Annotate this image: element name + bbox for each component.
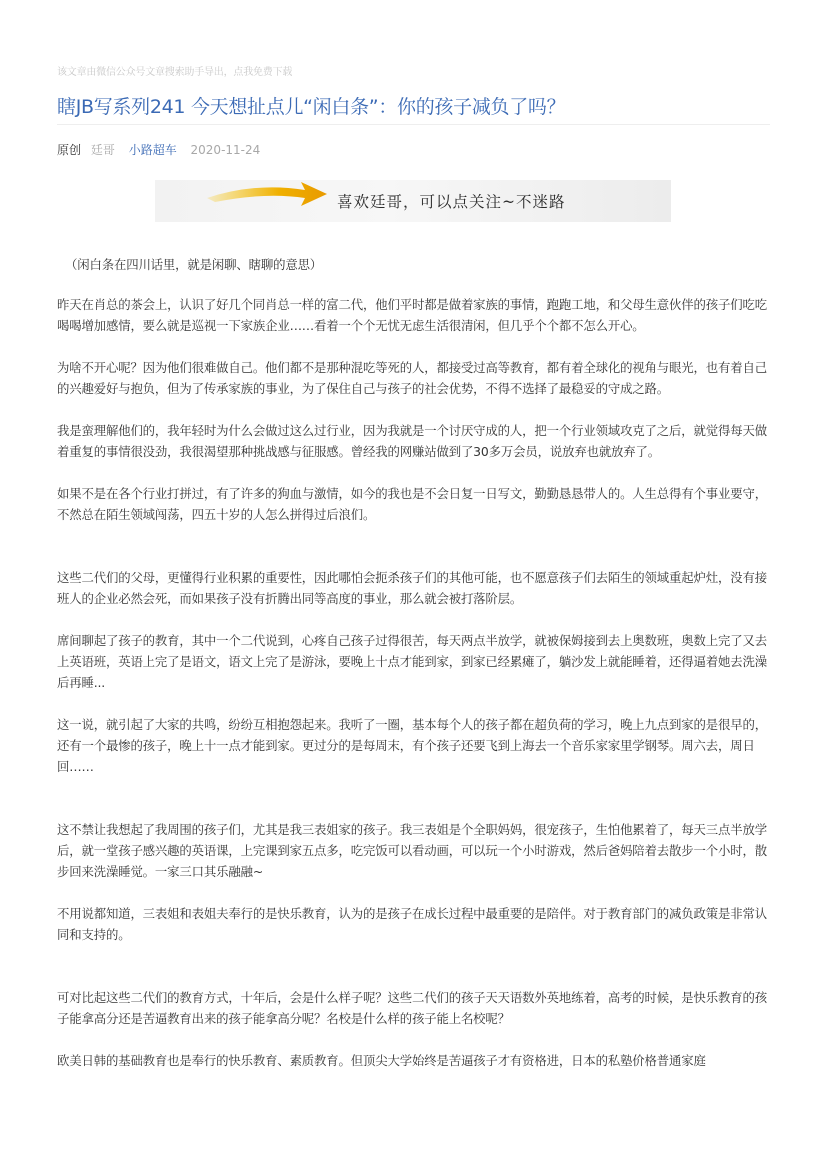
article-meta	[57, 141, 270, 158]
author-name: 廷哥	[90, 143, 115, 157]
paragraph: （闲白条在四川话里，就是闲聊、瞎聊的意思）	[65, 257, 323, 272]
paragraph: 这一说，就引起了大家的共鸣，纷纷互相抱怨起来。我听了一圈，基本每个人的孩子都在超负荷的学习，晚上九点到家的是很早的，还有一个最惨的孩子，晚上十一点才能到家。更过分的是每周末，有个孩子还要飞到上海去一个音乐家家里学钢琴。周六去，周日回……	[57, 717, 767, 774]
paragraph: 我是蛮理解他们的，我年轻时为什么会做过这么过行业，因为我就是一个讨厌守成的人，把一个行业领域攻克了之后，就觉得每天做着重复的事情很没劲，我很渴望那种挑战感与征服感。曾经我的网赚站做到了30多万会员，说放弃也就放弃了。	[57, 423, 767, 459]
paragraph: 不用说都知道，三表姐和表姐夫奉行的是快乐教育，认为的是孩子在成长过程中最重要的是陪伴。对于教育部门的减负政策是非常认同和支持的。	[57, 906, 767, 942]
paragraph: 可对比起这些二代们的教育方式，十年后，会是什么样子呢？这些二代们的孩子天天语数外英地练着，高考的时候，是快乐教育的孩子能拿高分还是苦逼教育出来的孩子能拿高分呢？名校是什么样的孩子能上名校呢？	[57, 990, 767, 1026]
article-body	[57, 254, 770, 1071]
publish-date: 2020-11-24	[190, 143, 261, 157]
paragraph: 这些二代们的父母，更懂得行业积累的重要性，因此哪怕会扼杀孩子们的其他可能，也不愿意孩子们去陌生的领域重起炉灶，没有接班人的企业必然会死，而如果孩子没有折腾出同等高度的事业，那么就会被打落阶层。	[57, 570, 767, 606]
paragraph: 欧美日韩的基础教育也是奉行的快乐教育、素质教育。但顶尖大学始终是苦逼孩子才有资格进，日本的私塾价格普通家庭	[57, 1053, 706, 1068]
banner-text: 喜欢廷哥，可以点关注~不迷路	[337, 193, 566, 211]
paragraph: 这不禁让我想起了我周围的孩子们，尤其是我三表姐家的孩子。我三表姐是个全职妈妈，很宠孩子，生怕他累着了，每天三点半放学后，就一堂孩子感兴趣的英语课，上完课到家五点多，吃完饭可以看动画，可以玩一个小时游戏，然后爸妈陪着去散步一个小时，散步回来洗澡睡觉。一家三口其乐融融~	[57, 822, 767, 879]
original-tag: 原创	[57, 143, 82, 157]
title-divider	[57, 124, 770, 125]
paragraph: 席间聊起了孩子的教育，其中一个二代说到，心疼自己孩子过得很苦，每天两点半放学，就被保姆接到去上奥数班，奥数上完了又去上英语班，英语上完了是语文，语文上完了是游泳，要晚上十点才能到家，到家已经累瘫了，躺沙发上就能睡着，还得逼着她去洗澡后再睡...	[57, 633, 767, 690]
account-link[interactable]: 小路超车	[128, 143, 177, 157]
paragraph: 为啥不开心呢？因为他们很难做自己。他们都不是那种混吃等死的人，都接受过高等教育，都有着全球化的视角与眼光，也有着自己的兴趣爱好与抱负，但为了传承家族的事业，为了保住自己与孩子的社会优势，不得不选择了最稳妥的守成之路。	[57, 360, 767, 396]
export-notice-link[interactable]: 该文章由微信公众号文章搜索助手导出，点我免费下载	[57, 67, 293, 78]
follow-banner	[155, 180, 671, 222]
paragraph: 如果不是在各个行业打拼过，有了许多的狗血与激情，如今的我也是不会日复一日写文，勤勤恳恳带人的。人生总得有个事业要守，不然总在陌生领域闯荡，四五十岁的人怎么拼得过后浪们。	[57, 486, 767, 522]
paragraph: 昨天在肖总的茶会上，认识了好几个同肖总一样的富二代，他们平时都是做着家族的事情，跑跑工地，和父母生意伙伴的孩子们吃吃喝喝增加感情，要么就是巡视一下家族企业……看着一个个无忧无虑生活很清闲，但几乎个个都不怎么开心。	[57, 297, 767, 333]
article-title: 瞎JB写系列241 今天想扯点儿“闲白条”：你的孩子减负了吗？	[57, 96, 566, 118]
